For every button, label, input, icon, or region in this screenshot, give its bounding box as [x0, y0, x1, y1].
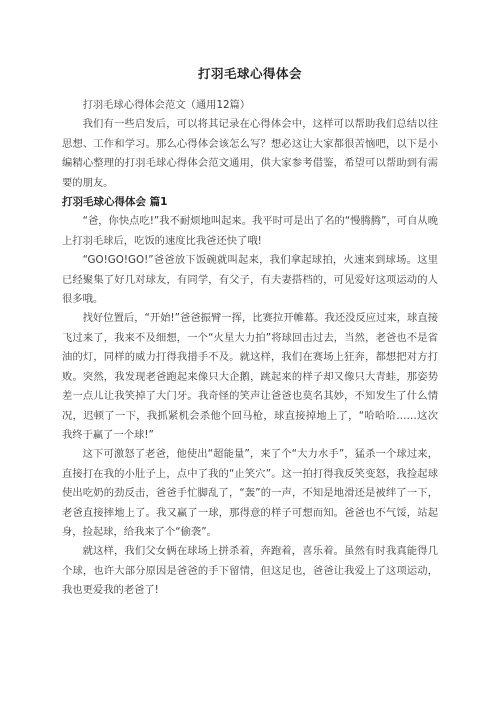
body-paragraph: 这下可激怒了老爸，他使出“超能量”，来了个“大力水手”，猛杀一个球过来，直接打在我的小肚子上，点中了我的“止笑穴”。这一拍打得我反笑变怒，我捡起球使出吃奶的劲反击，爸爸手忙脚乱了，“轰”的一声，不知是地滑还是被绊了一下，老爸直接摔地上了。我又赢了一球，那得意的样子可想而知。爸爸也不气馁，站起身，捡起球，给我来了个“偷袭”。	[62, 448, 438, 538]
document-title: 打羽毛球心得体会	[197, 66, 302, 81]
document-subtitle: 打羽毛球心得体会范文（通用12篇）	[82, 99, 251, 111]
body-paragraph: 找好位置后，“开始!”爸爸振臂一挥，比赛拉开帷幕。我还没反应过来，球直接飞过来了，我来不及细想，一个“火星大力拍”将球回击过去，当然，老爸也不是省油的灯，同样的威力打得我措手不及。就这样，我们在赛场上狂奔，都想把对方打败。突然，我发现老爸跑起来像只大企鹅，跳起来的样子却又像只大青蛙，那姿势差一点儿让我笑掉了大门牙。我奇怪的笑声让爸爸也莫名其妙，不知发生了什么情况，迟顿了一下，我抓紧机会杀他个回马枪，球直接掉地上了，“哈哈哈……这次我终于赢了一个球!”	[62, 312, 438, 441]
body-paragraph: 就这样，我们父女俩在球场上拼杀着，奔跑着，喜乐着。虽然有时我真能得几个球，也许大部分原因是爸爸的手下留情，但这足也，爸爸让我爱上了这项运动，我也更爱我的老爸了!	[62, 545, 438, 597]
body-paragraph: “GO!GO!GO!”爸爸放下饭碗就叫起来，我们拿起球拍，火速来到球场。这里已经聚集了好几对球友，有同学，有父子，有夫妻搭档的，可见爱好这项运动的人很多哦。	[62, 254, 438, 306]
body-paragraph: “爸，你快点吃!”我不耐烦地叫起来。我平时可是出了名的“慢腾腾”，可自从晚上打羽毛球后，吃饭的速度比我爸还快了哦!	[62, 215, 438, 247]
intro-paragraph: 我们有一些启发后，可以将其记录在心得体会中，这样可以帮助我们总结以往思想、工作和学习。那么心得体会该怎么写？想必这让大家都很苦恼吧，以下是小编精心整理的打羽毛球心得体会范文通用，供大家参考借鉴，希望可以帮助到有需要的朋友。	[62, 118, 438, 189]
section-heading: 打羽毛球心得体会 篇1	[62, 196, 168, 209]
